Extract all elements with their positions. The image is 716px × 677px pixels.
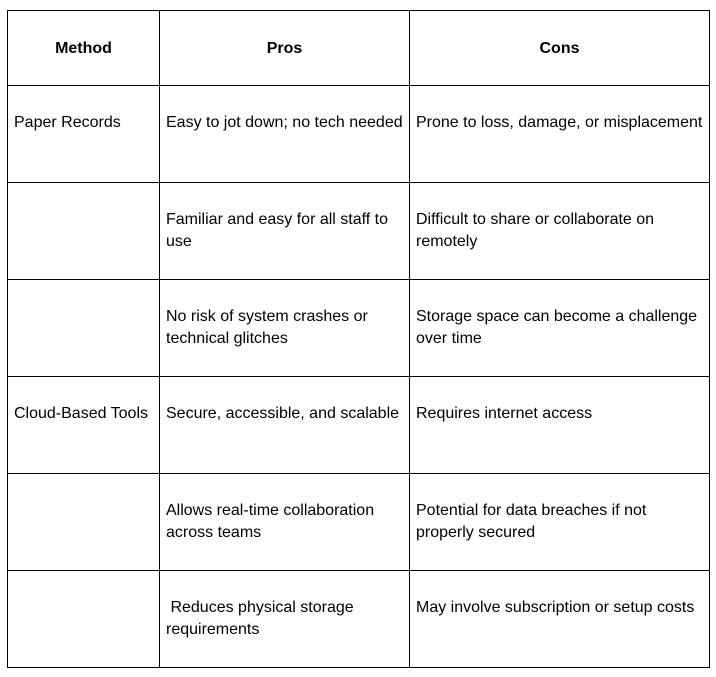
cell-method: Paper Records <box>8 86 160 183</box>
table-row <box>8 377 710 474</box>
comparison-table-container <box>7 10 710 668</box>
table-row <box>8 280 710 377</box>
cell-method <box>8 571 160 668</box>
cell-cons: Requires internet access <box>410 377 710 474</box>
cell-method <box>8 183 160 280</box>
header-pros: Pros <box>160 11 410 86</box>
cell-pros: Reduces physical storage requirements <box>160 571 410 668</box>
table-body <box>8 86 710 668</box>
table-row <box>8 571 710 668</box>
cell-method <box>8 280 160 377</box>
table-row <box>8 183 710 280</box>
comparison-table <box>7 10 710 668</box>
cell-cons: Storage space can become a challenge over time <box>410 280 710 377</box>
header-cons: Cons <box>410 11 710 86</box>
cell-method: Cloud-Based Tools <box>8 377 160 474</box>
cell-pros: Allows real-time collaboration across teams <box>160 474 410 571</box>
header-row <box>8 11 710 86</box>
cell-pros: Easy to jot down; no tech needed <box>160 86 410 183</box>
cell-cons: Potential for data breaches if not properly secured <box>410 474 710 571</box>
header-method: Method <box>8 11 160 86</box>
cell-pros: Familiar and easy for all staff to use <box>160 183 410 280</box>
cell-pros: No risk of system crashes or technical glitches <box>160 280 410 377</box>
table-header <box>8 11 710 86</box>
table-row <box>8 86 710 183</box>
cell-cons: Prone to loss, damage, or misplacement <box>410 86 710 183</box>
cell-pros: Secure, accessible, and scalable <box>160 377 410 474</box>
cell-method <box>8 474 160 571</box>
table-row <box>8 474 710 571</box>
cell-cons: Difficult to share or collaborate on remotely <box>410 183 710 280</box>
cell-cons: May involve subscription or setup costs <box>410 571 710 668</box>
